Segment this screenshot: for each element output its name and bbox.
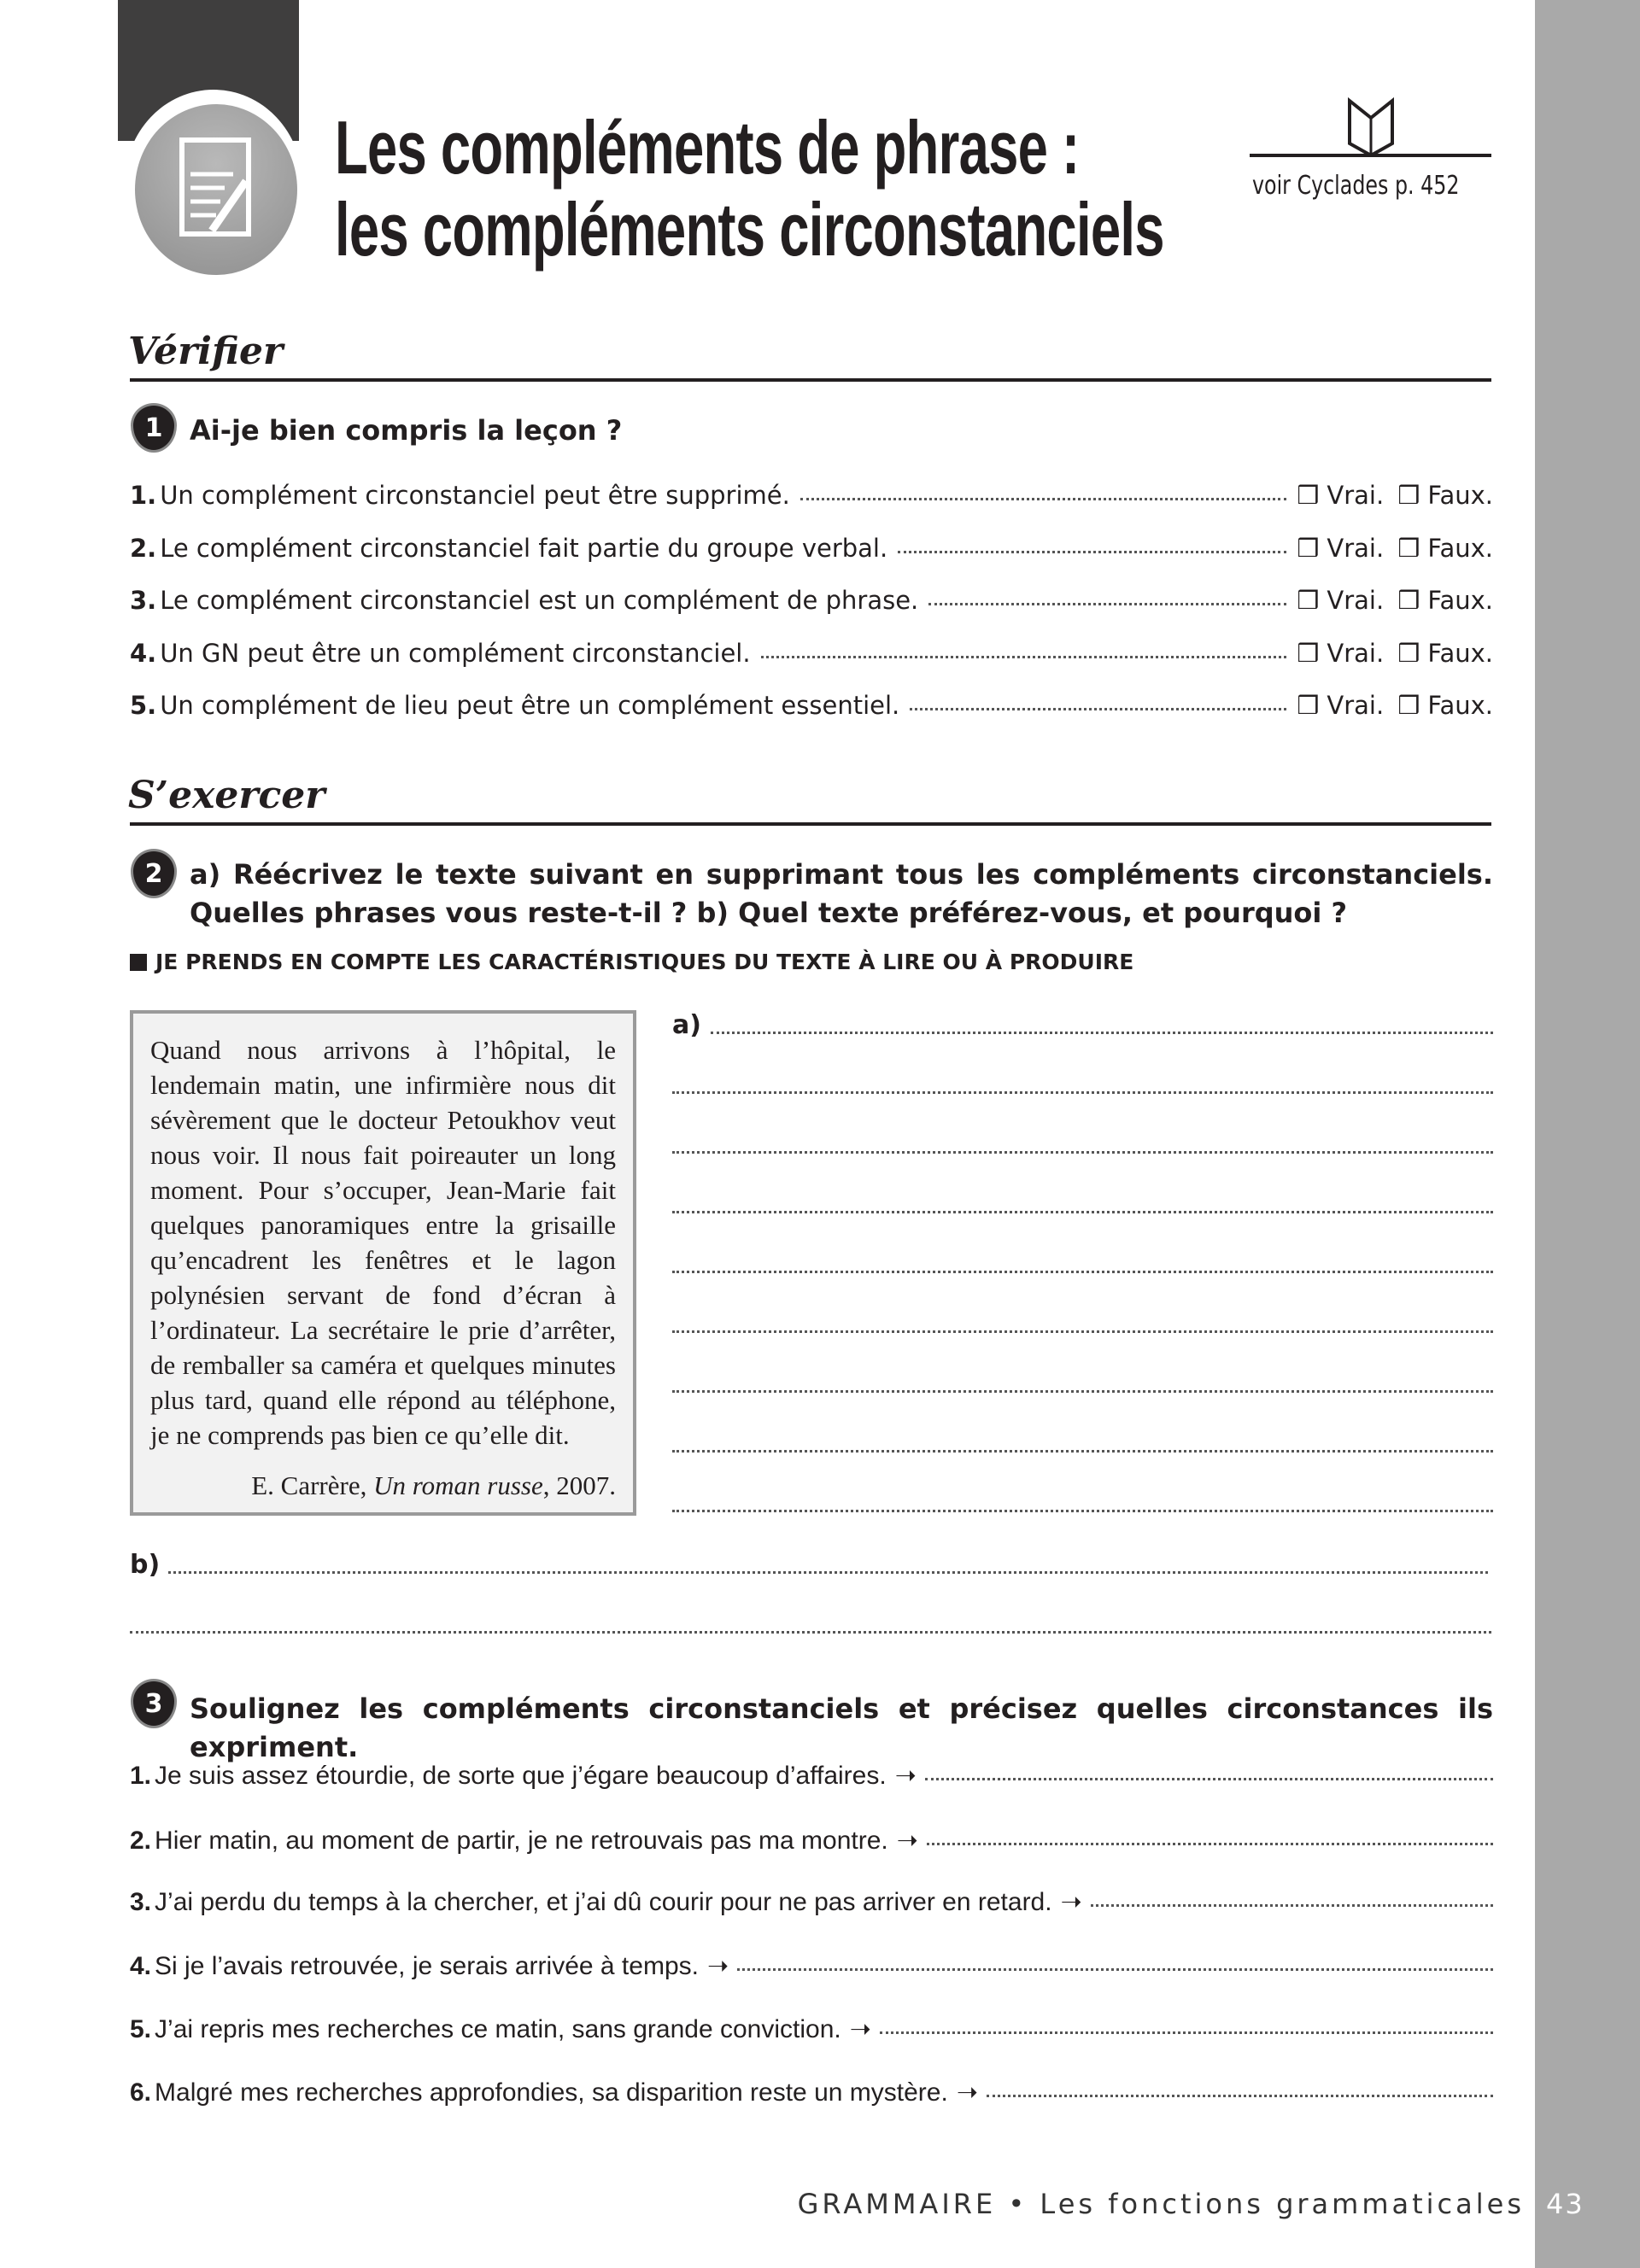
true-false-item xyxy=(130,586,1493,615)
false-checkbox[interactable]: ❒ Faux. xyxy=(1397,481,1493,510)
answer-b-label: b) xyxy=(130,1550,161,1580)
item-text: Le complément circonstanciel est un complément de phrase. xyxy=(160,586,919,615)
true-false-item xyxy=(130,534,1493,563)
skill-label xyxy=(130,950,1133,974)
title-line-1: Les compléments de phrase : xyxy=(335,105,1080,190)
true-false-item xyxy=(130,481,1493,510)
section-practice-title: S’exercer xyxy=(128,774,325,817)
item-number: 3. xyxy=(130,1888,152,1916)
item-number: 4. xyxy=(130,639,157,668)
false-checkbox[interactable]: ❒ Faux. xyxy=(1397,639,1493,668)
skill-text: JE PRENDS EN COMPTE LES CARACTÉRISTIQUES DU TEXTE À LIRE OU À PRODUIRE xyxy=(155,950,1134,974)
circumstance-item xyxy=(130,1887,1493,1917)
item-number: 3. xyxy=(130,586,157,615)
source-year: , 2007. xyxy=(542,1470,616,1500)
false-checkbox[interactable]: ❒ Faux. xyxy=(1397,586,1493,615)
exercise-number-badge: 3 xyxy=(131,1679,177,1728)
circumstance-item xyxy=(130,1761,1493,1791)
item-number: 2. xyxy=(130,534,157,563)
arrow-icon: ➝ xyxy=(894,1762,917,1790)
title-line-2: les compléments circonstanciels xyxy=(335,187,1164,272)
answer-a-line[interactable] xyxy=(672,1390,1493,1393)
open-book-icon xyxy=(1332,92,1409,161)
true-checkbox[interactable]: ❒ Vrai. xyxy=(1297,639,1385,668)
item-number: 5. xyxy=(130,691,157,720)
excerpt-box xyxy=(130,1010,636,1516)
section-verify-title: Vérifier xyxy=(128,330,284,373)
item-text: Je suis assez étourdie, de sorte que j’égare beaucoup d’affaires. xyxy=(155,1762,887,1790)
page-number: 43 xyxy=(1546,2188,1584,2220)
square-bullet-icon xyxy=(130,954,147,971)
answer-a-label: a) xyxy=(672,1010,701,1040)
circumstance-item xyxy=(130,2078,1493,2107)
textbook-reference: voir Cyclades p. 452 xyxy=(1252,171,1460,201)
answer-b-line[interactable] xyxy=(130,1631,1491,1634)
page-title xyxy=(335,107,1164,271)
true-checkbox[interactable]: ❒ Vrai. xyxy=(1297,691,1385,720)
true-checkbox[interactable]: ❒ Vrai. xyxy=(1297,481,1385,510)
item-text: Un complément circonstanciel peut être supprimé. xyxy=(160,481,790,510)
dotted-leader xyxy=(898,551,1286,553)
answer-line[interactable] xyxy=(737,1968,1493,1971)
item-text: J’ai repris mes recherches ce matin, sans grande conviction. xyxy=(155,2015,841,2043)
answer-a-line[interactable] xyxy=(672,1450,1493,1453)
answer-line[interactable] xyxy=(987,2095,1493,2097)
item-text: Si je l’avais retrouvée, je serais arrivée à temps. xyxy=(155,1952,699,1980)
dotted-leader xyxy=(910,708,1286,710)
answer-a-line[interactable] xyxy=(672,1151,1493,1154)
exercise-3-title: Soulignez les compléments circonstanciels et précisez quelles circonstances ils expriment. xyxy=(190,1692,1493,1763)
answer-line[interactable] xyxy=(1091,1904,1493,1907)
exercise-number-badge: 1 xyxy=(131,403,177,453)
excerpt-text: Quand nous arrivons à l’hôpital, le lendemain matin, une infirmière nous dit sévèrement que le docteur Petoukhov veut nous voir. Il nous fait poireauter un long moment. Pour s’occuper, Jean-Marie fait quelques panoramiques entre la grisaille qu’encadrent les fenêtres et le lagon polynésien servant de fond d’écran à l’ordinateur. La secrétaire le prie d’arrêter, de remballer sa caméra et quelques minutes plus tard, quand elle répond au téléphone, je ne comprends pas bien ce qu’elle dit. xyxy=(150,1035,616,1450)
item-text: Le complément circonstanciel fait partie du groupe verbal. xyxy=(160,534,888,563)
answer-a-line[interactable] xyxy=(672,1330,1493,1333)
arrow-icon: ➝ xyxy=(896,1827,918,1855)
answer-a-line[interactable] xyxy=(672,1510,1493,1512)
answer-b-line[interactable] xyxy=(168,1571,1488,1574)
item-number: 2. xyxy=(130,1827,152,1855)
footer-chapter: GRAMMAIRE • Les fonctions grammaticales xyxy=(797,2188,1525,2220)
answer-a-line[interactable] xyxy=(672,1091,1493,1094)
arrow-icon: ➝ xyxy=(849,2015,871,2043)
dotted-leader xyxy=(928,603,1286,605)
answer-line[interactable] xyxy=(927,1843,1493,1845)
true-false-item xyxy=(130,639,1493,668)
circumstance-item xyxy=(130,2014,1493,2044)
true-checkbox[interactable]: ❒ Vrai. xyxy=(1297,586,1385,615)
true-checkbox[interactable]: ❒ Vrai. xyxy=(1297,534,1385,563)
document-pencil-icon xyxy=(135,104,297,275)
excerpt-source xyxy=(150,1468,616,1503)
dotted-leader xyxy=(800,498,1286,500)
item-text: J’ai perdu du temps à la chercher, et j’ai dû courir pour ne pas arriver en retard. xyxy=(155,1888,1052,1916)
item-text: Un GN peut être un complément circonstanciel. xyxy=(160,639,751,668)
true-false-item xyxy=(130,691,1493,720)
dotted-leader xyxy=(761,656,1287,658)
answer-a-line[interactable] xyxy=(672,1211,1493,1213)
false-checkbox[interactable]: ❒ Faux. xyxy=(1397,691,1493,720)
item-number: 4. xyxy=(130,1952,152,1980)
section-rule xyxy=(130,378,1491,382)
item-text: Un complément de lieu peut être un complément essentiel. xyxy=(160,691,900,720)
section-rule xyxy=(130,822,1491,826)
item-number: 6. xyxy=(130,2078,152,2107)
source-author: E. Carrère, xyxy=(251,1470,374,1500)
arrow-icon: ➝ xyxy=(956,2078,978,2107)
exercise-1-title: Ai-je bien compris la leçon ? xyxy=(190,414,623,447)
arrow-icon: ➝ xyxy=(706,1952,729,1980)
item-number: 1. xyxy=(130,481,157,510)
answer-a-line[interactable] xyxy=(711,1032,1493,1034)
exercise-number-badge: 2 xyxy=(131,849,177,898)
arrow-icon: ➝ xyxy=(1060,1888,1082,1916)
source-title: Un roman russe xyxy=(373,1470,543,1500)
answer-line[interactable] xyxy=(925,1778,1493,1780)
circumstance-item xyxy=(130,1826,1493,1856)
reference-rule xyxy=(1250,154,1491,157)
item-text: Hier matin, au moment de partir, je ne retrouvais pas ma montre. xyxy=(155,1827,888,1855)
page-margin-bar xyxy=(1535,0,1640,2268)
answer-a-line[interactable] xyxy=(672,1271,1493,1273)
exercise-2-title: a) Réécrivez le texte suivant en supprimant tous les compléments circonstanciels. Quelles phrases vous reste-t-il ? b) Quel texte préférez-vous, et pourquoi ? xyxy=(190,858,1493,929)
item-text: Malgré mes recherches approfondies, sa disparition reste un mystère. xyxy=(155,2078,948,2107)
false-checkbox[interactable]: ❒ Faux. xyxy=(1397,534,1493,563)
answer-line[interactable] xyxy=(880,2031,1493,2034)
item-number: 5. xyxy=(130,2015,152,2043)
item-number: 1. xyxy=(130,1762,152,1790)
circumstance-item xyxy=(130,1951,1493,1981)
